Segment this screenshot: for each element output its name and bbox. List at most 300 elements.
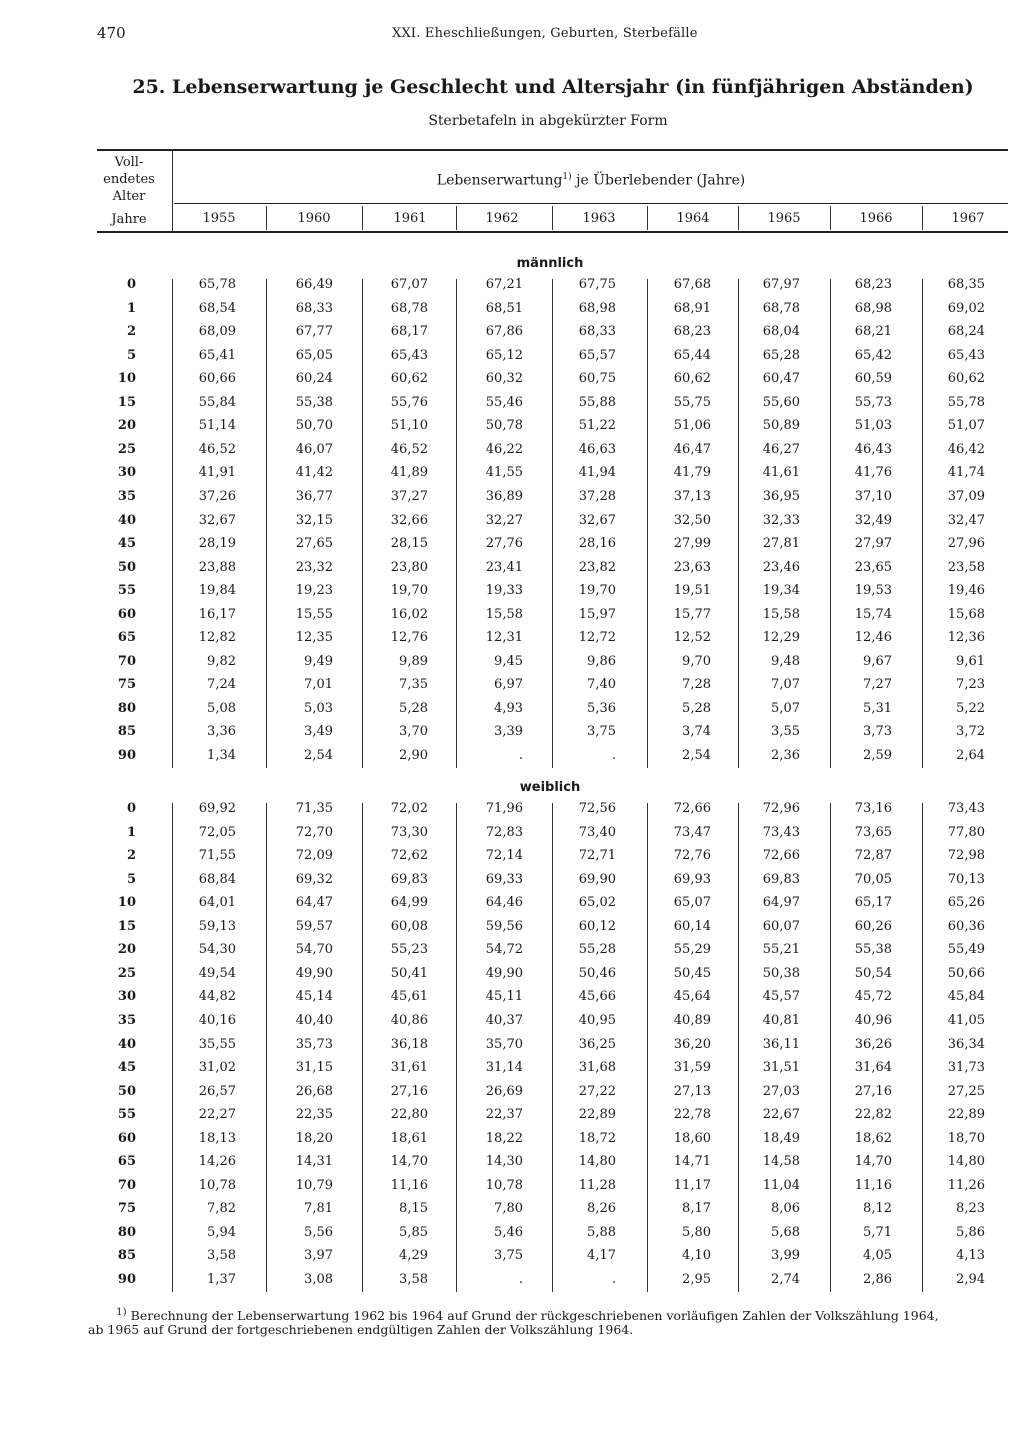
age-cell: 5 bbox=[126, 347, 136, 363]
value-cell: 22,78 bbox=[673, 1107, 711, 1123]
value-cell: 26,57 bbox=[198, 1083, 236, 1099]
value-cell: 41,74 bbox=[947, 465, 985, 481]
value-cell: 7,82 bbox=[207, 1201, 236, 1217]
age-cell: 35 bbox=[117, 1012, 136, 1028]
value-cell: 28,19 bbox=[198, 536, 236, 552]
stub-header-line: Voll- bbox=[114, 155, 144, 170]
value-cell: 46,63 bbox=[578, 441, 616, 457]
value-cell: 49,54 bbox=[198, 965, 236, 981]
value-cell: 51,06 bbox=[673, 418, 711, 434]
value-cell: 4,13 bbox=[956, 1248, 985, 1264]
column-rule bbox=[552, 206, 553, 230]
column-rule bbox=[738, 206, 739, 230]
value-cell: 40,95 bbox=[578, 1012, 616, 1028]
table-row bbox=[0, 1060, 1024, 1082]
stub-header-line: Jahre bbox=[111, 212, 147, 227]
age-cell: 15 bbox=[117, 394, 136, 410]
value-cell: 5,22 bbox=[956, 700, 985, 716]
table-subtitle: Sterbetafeln in abgekürzter Form bbox=[428, 113, 668, 129]
value-cell: 12,36 bbox=[947, 630, 985, 646]
age-cell: 45 bbox=[117, 1060, 136, 1076]
value-cell: 72,02 bbox=[390, 801, 428, 816]
value-cell: 68,78 bbox=[762, 300, 800, 316]
value-cell: 66,49 bbox=[295, 277, 333, 292]
value-cell: 27,03 bbox=[762, 1083, 800, 1099]
value-cell: 19,33 bbox=[485, 583, 523, 599]
table-row bbox=[0, 1084, 1024, 1106]
table-row bbox=[0, 1013, 1024, 1035]
table-row bbox=[0, 701, 1024, 723]
table-row bbox=[0, 277, 1024, 299]
age-cell: 35 bbox=[117, 488, 136, 504]
age-cell: 25 bbox=[117, 441, 136, 457]
value-cell: 65,43 bbox=[947, 347, 985, 363]
value-cell: 44,82 bbox=[198, 989, 236, 1005]
value-cell: 28,15 bbox=[390, 536, 428, 552]
table-row bbox=[0, 1154, 1024, 1176]
year-header-1955: 1955 bbox=[202, 211, 236, 226]
value-cell: 12,31 bbox=[485, 630, 523, 646]
value-cell: 3,55 bbox=[771, 724, 800, 740]
value-cell: 32,50 bbox=[673, 512, 711, 528]
value-cell: 18,49 bbox=[762, 1130, 800, 1146]
value-cell: 55,23 bbox=[390, 942, 428, 958]
value-cell: 14,71 bbox=[673, 1154, 711, 1170]
value-cell: 72,05 bbox=[198, 824, 236, 840]
value-cell: 23,80 bbox=[390, 559, 428, 575]
value-cell: 32,47 bbox=[947, 512, 985, 528]
value-cell: 9,48 bbox=[771, 653, 800, 669]
value-cell: 4,17 bbox=[587, 1248, 616, 1264]
value-cell: 26,69 bbox=[485, 1083, 523, 1099]
value-cell: 2,74 bbox=[771, 1272, 800, 1287]
value-cell: 31,73 bbox=[947, 1060, 985, 1076]
column-rule bbox=[266, 206, 267, 230]
value-cell: 54,72 bbox=[485, 942, 523, 958]
value-cell: 3,08 bbox=[304, 1272, 333, 1287]
value-cell: 72,96 bbox=[762, 801, 800, 816]
value-cell: 3,36 bbox=[207, 724, 236, 740]
value-cell: 71,96 bbox=[485, 801, 523, 816]
value-cell: 7,01 bbox=[304, 677, 333, 693]
value-cell: 12,82 bbox=[198, 630, 236, 646]
value-cell: 55,78 bbox=[947, 394, 985, 410]
table-row bbox=[0, 1225, 1024, 1247]
footnote bbox=[88, 1305, 1008, 1337]
value-cell: 15,68 bbox=[947, 606, 985, 622]
value-cell: 3,58 bbox=[207, 1248, 236, 1264]
value-cell: 3,39 bbox=[494, 724, 523, 740]
value-cell: 23,32 bbox=[295, 559, 333, 575]
value-cell: 65,41 bbox=[198, 347, 236, 363]
value-cell: 3,58 bbox=[399, 1272, 428, 1287]
value-cell: 7,80 bbox=[494, 1201, 523, 1217]
value-cell: 23,63 bbox=[673, 559, 711, 575]
value-cell: 37,28 bbox=[578, 488, 616, 504]
column-rule bbox=[456, 279, 457, 768]
value-cell: 41,42 bbox=[295, 465, 333, 481]
table-row bbox=[0, 748, 1024, 770]
value-cell: 40,16 bbox=[198, 1012, 236, 1028]
value-cell: 51,22 bbox=[578, 418, 616, 434]
column-rule bbox=[172, 279, 173, 768]
table-row bbox=[0, 654, 1024, 676]
value-cell: 60,62 bbox=[390, 371, 428, 387]
value-cell: 68,21 bbox=[854, 324, 892, 340]
value-cell: 60,36 bbox=[947, 918, 985, 934]
value-cell: 60,26 bbox=[854, 918, 892, 934]
value-cell: 72,70 bbox=[295, 824, 333, 840]
value-cell: 69,02 bbox=[947, 300, 985, 316]
value-cell: 70,05 bbox=[854, 871, 892, 887]
value-cell: 68,98 bbox=[578, 300, 616, 316]
age-cell: 2 bbox=[126, 324, 136, 340]
value-cell: 50,46 bbox=[578, 965, 616, 981]
value-cell: 12,72 bbox=[578, 630, 616, 646]
table-header-bottom-rule bbox=[97, 231, 1008, 233]
value-cell: 36,26 bbox=[854, 1036, 892, 1052]
value-cell: 46,22 bbox=[485, 441, 523, 457]
age-cell: 20 bbox=[117, 942, 136, 958]
age-cell: 65 bbox=[117, 1154, 136, 1170]
value-cell: 18,61 bbox=[390, 1130, 428, 1146]
value-cell: . bbox=[611, 1272, 616, 1287]
value-cell: 1,37 bbox=[207, 1272, 236, 1287]
value-cell: 9,82 bbox=[207, 653, 236, 669]
year-header-1967: 1967 bbox=[951, 211, 985, 226]
age-cell: 85 bbox=[117, 1248, 136, 1264]
value-cell: 55,38 bbox=[854, 942, 892, 958]
value-cell: 77,80 bbox=[947, 824, 985, 840]
value-cell: 72,09 bbox=[295, 848, 333, 864]
value-cell: 2,54 bbox=[304, 748, 333, 763]
value-cell: 55,84 bbox=[198, 394, 236, 410]
value-cell: 27,16 bbox=[854, 1083, 892, 1099]
span-header-text: Lebenserwartung bbox=[436, 172, 563, 189]
value-cell: 65,26 bbox=[947, 895, 985, 911]
value-cell: 14,80 bbox=[578, 1154, 616, 1170]
column-rule bbox=[456, 206, 457, 230]
value-cell: 14,30 bbox=[485, 1154, 523, 1170]
value-cell: 18,22 bbox=[485, 1130, 523, 1146]
value-cell: 8,12 bbox=[863, 1201, 892, 1217]
value-cell: 2,95 bbox=[682, 1272, 711, 1287]
age-cell: 60 bbox=[117, 1130, 136, 1146]
column-rule bbox=[647, 803, 648, 1292]
age-cell: 55 bbox=[117, 1107, 136, 1123]
value-cell: 19,46 bbox=[947, 583, 985, 599]
value-cell: 19,70 bbox=[390, 583, 428, 599]
value-cell: 49,90 bbox=[485, 965, 523, 981]
value-cell: 50,89 bbox=[762, 418, 800, 434]
value-cell: 46,07 bbox=[295, 441, 333, 457]
value-cell: 10,78 bbox=[198, 1177, 236, 1193]
value-cell: 36,34 bbox=[947, 1036, 985, 1052]
value-cell: 14,70 bbox=[390, 1154, 428, 1170]
value-cell: 22,27 bbox=[198, 1107, 236, 1123]
value-cell: 67,86 bbox=[485, 324, 523, 340]
value-cell: 23,58 bbox=[947, 559, 985, 575]
value-cell: 1,34 bbox=[207, 748, 236, 763]
value-cell: 31,51 bbox=[762, 1060, 800, 1076]
value-cell: 12,35 bbox=[295, 630, 333, 646]
value-cell: 32,33 bbox=[762, 512, 800, 528]
value-cell: 64,46 bbox=[485, 895, 523, 911]
value-cell: 60,32 bbox=[485, 371, 523, 387]
table-row bbox=[0, 801, 1024, 823]
value-cell: 50,70 bbox=[295, 418, 333, 434]
value-cell: 60,08 bbox=[390, 918, 428, 934]
value-cell: 35,70 bbox=[485, 1036, 523, 1052]
table-row bbox=[0, 324, 1024, 346]
stub-header bbox=[97, 154, 161, 228]
value-cell: 71,55 bbox=[198, 848, 236, 864]
value-cell: 3,72 bbox=[956, 724, 985, 740]
value-cell: 7,28 bbox=[682, 677, 711, 693]
value-cell: 19,53 bbox=[854, 583, 892, 599]
age-cell: 2 bbox=[126, 848, 136, 864]
value-cell: 27,65 bbox=[295, 536, 333, 552]
value-cell: 65,05 bbox=[295, 347, 333, 363]
value-cell: 31,14 bbox=[485, 1060, 523, 1076]
table-row bbox=[0, 677, 1024, 699]
table-row bbox=[0, 1201, 1024, 1223]
value-cell: 3,74 bbox=[682, 724, 711, 740]
value-cell: 22,82 bbox=[854, 1107, 892, 1123]
value-cell: 18,13 bbox=[198, 1130, 236, 1146]
value-cell: 65,78 bbox=[198, 277, 236, 292]
value-cell: 68,54 bbox=[198, 300, 236, 316]
value-cell: 65,12 bbox=[485, 347, 523, 363]
value-cell: 46,43 bbox=[854, 441, 892, 457]
value-cell: 22,80 bbox=[390, 1107, 428, 1123]
value-cell: 31,61 bbox=[390, 1060, 428, 1076]
value-cell: 9,86 bbox=[587, 653, 616, 669]
value-cell: 60,59 bbox=[854, 371, 892, 387]
table-row bbox=[0, 560, 1024, 582]
value-cell: 5,03 bbox=[304, 700, 333, 716]
value-cell: 55,60 bbox=[762, 394, 800, 410]
value-cell: 67,21 bbox=[485, 277, 523, 292]
value-cell: 31,02 bbox=[198, 1060, 236, 1076]
value-cell: 68,98 bbox=[854, 300, 892, 316]
value-cell: 3,75 bbox=[494, 1248, 523, 1264]
value-cell: 40,40 bbox=[295, 1012, 333, 1028]
table-row bbox=[0, 442, 1024, 464]
value-cell: 41,94 bbox=[578, 465, 616, 481]
value-cell: 27,16 bbox=[390, 1083, 428, 1099]
value-cell: 7,27 bbox=[863, 677, 892, 693]
value-cell: 37,27 bbox=[390, 488, 428, 504]
age-cell: 20 bbox=[117, 418, 136, 434]
value-cell: 59,56 bbox=[485, 918, 523, 934]
value-cell: 36,95 bbox=[762, 488, 800, 504]
age-cell: 90 bbox=[117, 1272, 136, 1287]
value-cell: 41,61 bbox=[762, 465, 800, 481]
value-cell: 5,86 bbox=[956, 1224, 985, 1240]
table-row bbox=[0, 872, 1024, 894]
value-cell: 12,46 bbox=[854, 630, 892, 646]
column-rule bbox=[552, 279, 553, 768]
column-rule bbox=[647, 206, 648, 230]
value-cell: 45,61 bbox=[390, 989, 428, 1005]
value-cell: 23,82 bbox=[578, 559, 616, 575]
column-rule bbox=[552, 803, 553, 1292]
value-cell: 27,22 bbox=[578, 1083, 616, 1099]
value-cell: 72,71 bbox=[578, 848, 616, 864]
value-cell: 45,57 bbox=[762, 989, 800, 1005]
value-cell: 27,81 bbox=[762, 536, 800, 552]
value-cell: 22,89 bbox=[947, 1107, 985, 1123]
table-top-rule bbox=[97, 149, 1008, 151]
table-row bbox=[0, 895, 1024, 917]
table-row bbox=[0, 1178, 1024, 1200]
value-cell: 60,47 bbox=[762, 371, 800, 387]
value-cell: 11,16 bbox=[390, 1177, 428, 1193]
value-cell: 72,83 bbox=[485, 824, 523, 840]
value-cell: 2,94 bbox=[956, 1272, 985, 1287]
age-cell: 70 bbox=[117, 653, 136, 669]
age-cell: 50 bbox=[117, 1083, 136, 1099]
value-cell: 27,25 bbox=[947, 1083, 985, 1099]
age-cell: 5 bbox=[126, 871, 136, 887]
age-cell: 85 bbox=[117, 724, 136, 740]
value-cell: 73,16 bbox=[854, 801, 892, 816]
value-cell: 31,59 bbox=[673, 1060, 711, 1076]
value-cell: 2,86 bbox=[863, 1272, 892, 1287]
value-cell: 11,28 bbox=[578, 1177, 616, 1193]
value-cell: 3,75 bbox=[587, 724, 616, 740]
value-cell: 46,47 bbox=[673, 441, 711, 457]
value-cell: 18,60 bbox=[673, 1130, 711, 1146]
age-cell: 60 bbox=[117, 606, 136, 622]
value-cell: 72,76 bbox=[673, 848, 711, 864]
value-cell: 46,52 bbox=[198, 441, 236, 457]
column-rule bbox=[456, 803, 457, 1292]
table-row bbox=[0, 1037, 1024, 1059]
table-row bbox=[0, 1272, 1024, 1294]
value-cell: 18,72 bbox=[578, 1130, 616, 1146]
value-cell: 23,41 bbox=[485, 559, 523, 575]
column-rule bbox=[266, 803, 267, 1292]
age-cell: 70 bbox=[117, 1177, 136, 1193]
table-row bbox=[0, 825, 1024, 847]
year-header-1966: 1966 bbox=[859, 211, 893, 226]
value-cell: 59,13 bbox=[198, 918, 236, 934]
value-cell: 55,21 bbox=[762, 942, 800, 958]
value-cell: 5,56 bbox=[304, 1224, 333, 1240]
value-cell: 10,79 bbox=[295, 1177, 333, 1193]
value-cell: 69,93 bbox=[673, 871, 711, 887]
value-cell: 55,73 bbox=[854, 394, 892, 410]
value-cell: 59,57 bbox=[295, 918, 333, 934]
table-row bbox=[0, 583, 1024, 605]
value-cell: 9,61 bbox=[956, 653, 985, 669]
value-cell: 22,37 bbox=[485, 1107, 523, 1123]
value-cell: 10,78 bbox=[485, 1177, 523, 1193]
value-cell: 5,07 bbox=[771, 700, 800, 716]
table-row bbox=[0, 395, 1024, 417]
value-cell: 5,28 bbox=[682, 700, 711, 716]
value-cell: 67,75 bbox=[578, 277, 616, 292]
column-rule bbox=[172, 803, 173, 1292]
value-cell: 60,12 bbox=[578, 918, 616, 934]
value-cell: 15,77 bbox=[673, 606, 711, 622]
age-cell: 1 bbox=[126, 824, 136, 840]
value-cell: 64,99 bbox=[390, 895, 428, 911]
value-cell: 72,87 bbox=[854, 848, 892, 864]
value-cell: 68,33 bbox=[578, 324, 616, 340]
span-header bbox=[174, 172, 1008, 189]
value-cell: 14,31 bbox=[295, 1154, 333, 1170]
stub-header-line: Alter bbox=[112, 189, 146, 204]
value-cell: 41,05 bbox=[947, 1012, 985, 1028]
age-cell: 90 bbox=[117, 748, 136, 763]
age-cell: 45 bbox=[117, 536, 136, 552]
value-cell: 41,89 bbox=[390, 465, 428, 481]
value-cell: 18,70 bbox=[947, 1130, 985, 1146]
value-cell: 28,16 bbox=[578, 536, 616, 552]
value-cell: 32,67 bbox=[578, 512, 616, 528]
value-cell: 8,26 bbox=[587, 1201, 616, 1217]
value-cell: 60,24 bbox=[295, 371, 333, 387]
value-cell: 68,09 bbox=[198, 324, 236, 340]
age-cell: 15 bbox=[117, 918, 136, 934]
value-cell: 72,14 bbox=[485, 848, 523, 864]
age-cell: 80 bbox=[117, 1224, 136, 1240]
value-cell: 50,38 bbox=[762, 965, 800, 981]
value-cell: 15,58 bbox=[762, 606, 800, 622]
value-cell: 54,70 bbox=[295, 942, 333, 958]
value-cell: 32,15 bbox=[295, 512, 333, 528]
value-cell: 16,17 bbox=[198, 606, 236, 622]
value-cell: 27,13 bbox=[673, 1083, 711, 1099]
value-cell: 32,27 bbox=[485, 512, 523, 528]
value-cell: 7,07 bbox=[771, 677, 800, 693]
value-cell: 27,99 bbox=[673, 536, 711, 552]
value-cell: 64,01 bbox=[198, 895, 236, 911]
value-cell: 68,23 bbox=[854, 277, 892, 292]
stub-header-line: endetes bbox=[103, 172, 155, 187]
value-cell: 46,42 bbox=[947, 441, 985, 457]
value-cell: 5,80 bbox=[682, 1224, 711, 1240]
value-cell: 65,02 bbox=[578, 895, 616, 911]
value-cell: 27,96 bbox=[947, 536, 985, 552]
value-cell: 65,43 bbox=[390, 347, 428, 363]
footnote-marker: 1) bbox=[116, 1306, 127, 1318]
value-cell: 68,04 bbox=[762, 324, 800, 340]
column-rule bbox=[738, 279, 739, 768]
value-cell: 31,15 bbox=[295, 1060, 333, 1076]
column-rule bbox=[830, 279, 831, 768]
age-cell: 75 bbox=[117, 677, 136, 693]
value-cell: 36,18 bbox=[390, 1036, 428, 1052]
value-cell: 23,88 bbox=[198, 559, 236, 575]
value-cell: 73,30 bbox=[390, 824, 428, 840]
value-cell: . bbox=[518, 748, 523, 763]
value-cell: 11,04 bbox=[762, 1177, 800, 1193]
value-cell: 19,51 bbox=[673, 583, 711, 599]
table-row bbox=[0, 536, 1024, 558]
value-cell: 27,97 bbox=[854, 536, 892, 552]
year-header-1961: 1961 bbox=[393, 211, 427, 226]
value-cell: 37,13 bbox=[673, 488, 711, 504]
value-cell: 68,23 bbox=[673, 324, 711, 340]
value-cell: 2,64 bbox=[956, 748, 985, 763]
value-cell: 3,99 bbox=[771, 1248, 800, 1264]
value-cell: 2,59 bbox=[863, 748, 892, 763]
value-cell: 3,73 bbox=[863, 724, 892, 740]
